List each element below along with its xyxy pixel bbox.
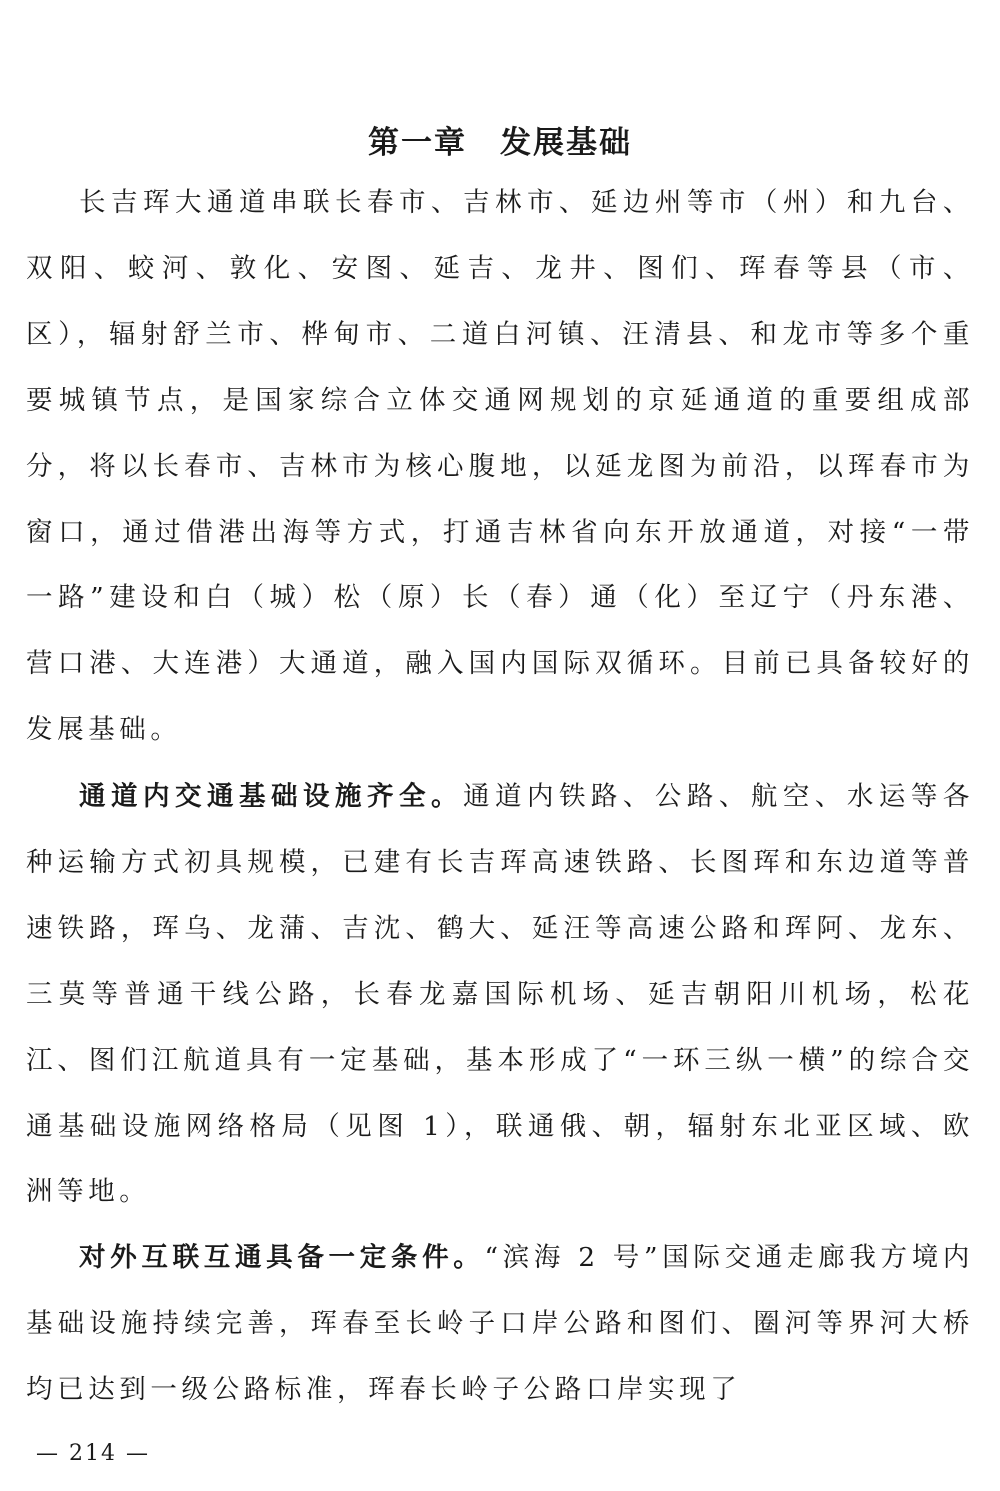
chapter-title: 第一章 发展基础 — [368, 124, 632, 161]
paragraph-infrastructure — [26, 764, 974, 1225]
paragraph-lead-heading: 对外互联互通具备一定条件。 — [79, 1242, 485, 1273]
paragraph-development-overview — [26, 170, 974, 763]
paragraph-connectivity — [26, 1225, 974, 1423]
paragraph-text: 长吉珲大通道串联长春市、吉林市、延边州等市（州）和九台、双阳、蛟河、敦化、安图、延吉、龙井、图们、珲春等县（市、区），辐射舒兰市、桦甸市、二道白河镇、汪清县、和龙市等多个重要城镇节点，是国家综合立体交通网规划的京延通道的重要组成部分，将以长春市、吉林市为核心腹地，以延龙图为前沿，以珲春市为窗口，通过借港出海等方式，打通吉林省向东开放通道，对接“一带一路”建设和白（城）松（原）长（春）通（化）至辽宁（丹东港、营口港、大连港）大通道，融入国内国际双循环。目前已具备较好的发展基础。 — [26, 187, 974, 746]
paragraph-text: “滨海 2 号”国际交通走廊我方境内基础设施持续完善，珲春至长岭子口岸公路和图们、圈河等界河大桥均已达到一级公路标准，珲春长岭子公路口岸实现了 — [26, 1242, 974, 1405]
page-number: — 214 — — [36, 1441, 150, 1466]
paragraph-text: 通道内铁路、公路、航空、水运等各种运输方式初具规模，已建有长吉珲高速铁路、长图珲和东边道等普速铁路，珲乌、龙蒲、吉沈、鹤大、延汪等高速公路和珲阿、龙东、三莫等普通干线公路，长春龙嘉国际机场、延吉朝阳川机场，松花江、图们江航道具有一定基础，基本形成了“一环三纵一横”的综合交通基础设施网络格局（见图 1），联通俄、朝，辐射东北亚区域、欧洲等地。 — [26, 781, 974, 1208]
paragraph-lead-heading: 通道内交通基础设施齐全。 — [79, 781, 463, 812]
